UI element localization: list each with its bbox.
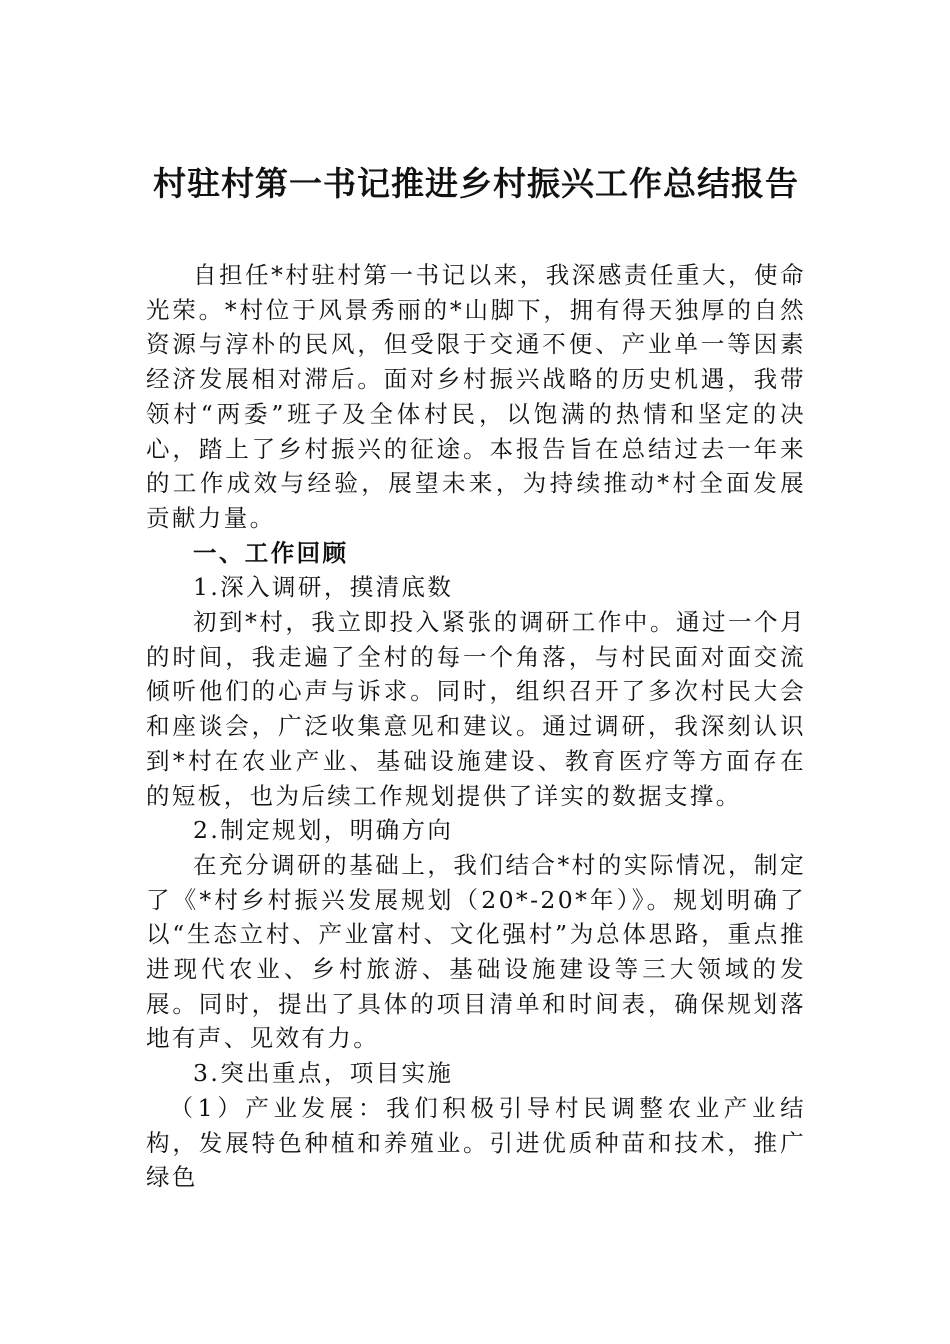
document-body (146, 258, 806, 1195)
subheading-planning: 2.制定规划，明确方向 (193, 816, 454, 845)
document-title: 村驻村第一书记推进乡村振兴工作总结报告 (153, 164, 799, 203)
intro-paragraph: 自担任*村驻村第一书记以来，我深感责任重大，使命光荣。*村位于风景秀丽的*山脚下，拥有得天独厚的自然资源与淳朴的民风，但受限于交通不便、产业单一等因素经济发展相对滞后。面对乡村振兴战略的历史机遇，我带领村“两委”班子及全体村民，以饱满的热情和坚定的决心，踏上了乡村振兴的征途。本报告旨在总结过去一年来的工作成效与经验，展望未来，为持续推动*村全面发展贡献力量。 (146, 261, 806, 532)
paragraph-research: 初到*村，我立即投入紧张的调研工作中。通过一个月的时间，我走遍了全村的每一个角落，与村民面对面交流倾听他们的心声与诉求。同时，组织召开了多次村民大会和座谈会，广泛收集意见和建议。通过调研，我深刻认识到*村在农业产业、基础设施建设、教育医疗等方面存在的短板，也为后续工作规划提供了详实的数据支撑。 (146, 608, 806, 810)
paragraph-planning: 在充分调研的基础上，我们结合*村的实际情况，制定了《*村乡村振兴发展规划（20*-20*年）》。规划明确了以“生态立村、产业富村、文化强村”为总体思路，重点推进现代农业、乡村旅游、基础设施建设等三大领域的发展。同时，提出了具体的项目清单和时间表，确保规划落地有声、见效有力。 (146, 850, 806, 1053)
document-page (146, 150, 806, 1195)
subheading-projects: 3.突出重点，项目实施 (193, 1059, 454, 1088)
paragraph-projects: （1）产业发展：我们积极引导村民调整农业产业结构，发展特色种植和养殖业。引进优质种苗和技术，推广绿色 (146, 1093, 806, 1192)
section-heading-work-review: 一、工作回顾 (193, 538, 349, 567)
subheading-research: 1.深入调研，摸清底数 (193, 573, 454, 602)
